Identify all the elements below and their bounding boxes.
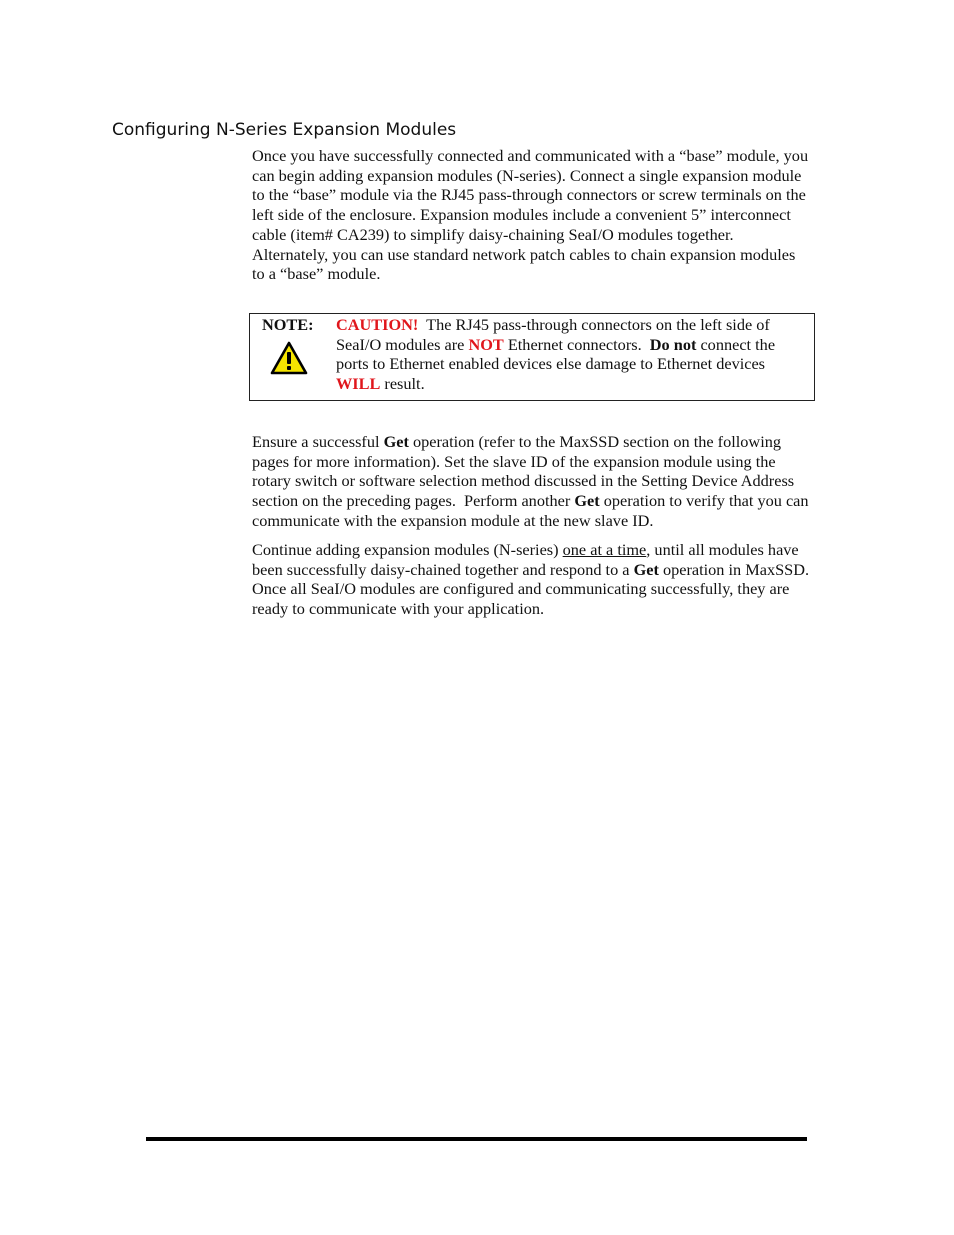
get-operation-paragraph xyxy=(252,432,852,531)
text-segment: operation to verify that you can xyxy=(599,491,809,511)
text-segment: section on the preceding pages. Perform another xyxy=(252,491,575,511)
paragraph-line xyxy=(252,560,852,580)
paragraph-line: Once all SeaI/O modules are configured and communicating successfully, they are xyxy=(252,579,790,599)
get-emphasis: Get xyxy=(633,559,659,579)
text-segment: Continue adding expansion modules (N-series) xyxy=(252,540,563,559)
caution-label: CAUTION! xyxy=(336,315,419,334)
paragraph-line: can begin adding expansion modules (N-series). Connect a single expansion module xyxy=(252,165,802,185)
note-label: NOTE: xyxy=(262,315,314,334)
will-emphasis: WILL xyxy=(336,374,381,394)
get-emphasis: Get xyxy=(383,432,409,451)
caution-text-segment: Ethernet connectors. xyxy=(503,334,650,354)
not-emphasis: NOT xyxy=(468,334,504,354)
text-segment: , until all modules have xyxy=(646,540,799,559)
text-segment: been successfully daisy-chained together and respond to a xyxy=(252,559,634,579)
text-segment: Ensure a successful xyxy=(252,432,384,451)
warning-triangle-icon xyxy=(270,341,308,375)
paragraph-line: left side of the enclosure. Expansion modules include a convenient 5” interconnect xyxy=(252,205,791,225)
caution-line xyxy=(336,374,812,394)
caution-text-segment: The RJ45 pass-through connectors on the left side of xyxy=(418,315,770,334)
one-at-a-time-emphasis: one at a time xyxy=(562,540,647,559)
paragraph-line: pages for more information). Set the slave ID of the expansion module using the xyxy=(252,451,776,471)
text-segment: operation (refer to the MaxSSD section on the following xyxy=(408,432,781,451)
section-heading: Configuring N-Series Expansion Modules xyxy=(112,120,457,140)
paragraph-line: rotary switch or software selection method discussed in the Setting Device Address xyxy=(252,471,795,491)
caution-text-segment: SeaI/O modules are xyxy=(336,334,469,354)
paragraph-line: to the “base” module via the RJ45 pass-through connectors or screw terminals on the xyxy=(252,185,806,205)
caution-line xyxy=(336,335,812,355)
footer-rule xyxy=(146,1137,807,1141)
intro-paragraph xyxy=(252,146,852,284)
paragraph-line: communicate with the expansion module at the new slave ID. xyxy=(252,510,654,530)
text-segment: operation in MaxSSD. xyxy=(658,559,810,579)
caution-text-segment: connect the xyxy=(696,334,776,354)
caution-text-segment: result. xyxy=(380,374,425,394)
do-not-emphasis: Do not xyxy=(649,334,697,354)
caution-line xyxy=(336,315,812,335)
paragraph-line: cable (item# CA239) to simplify daisy-chaining SeaI/O modules together. xyxy=(252,224,734,244)
caution-text xyxy=(336,315,812,394)
paragraph-line xyxy=(252,432,852,452)
paragraph-line xyxy=(252,491,852,511)
get-emphasis: Get xyxy=(574,491,600,511)
paragraph-line: ready to communicate with your application. xyxy=(252,599,545,619)
caution-line: ports to Ethernet enabled devices else damage to Ethernet devices xyxy=(336,354,766,374)
continue-paragraph xyxy=(252,540,852,619)
paragraph-line: Once you have successfully connected and communicated with a “base” module, you xyxy=(252,146,809,165)
paragraph-line xyxy=(252,540,852,560)
paragraph-line: to a “base” module. xyxy=(252,264,381,284)
caution-note-box xyxy=(249,313,815,401)
paragraph-line: Alternately, you can use standard network patch cables to chain expansion modules xyxy=(252,244,796,264)
